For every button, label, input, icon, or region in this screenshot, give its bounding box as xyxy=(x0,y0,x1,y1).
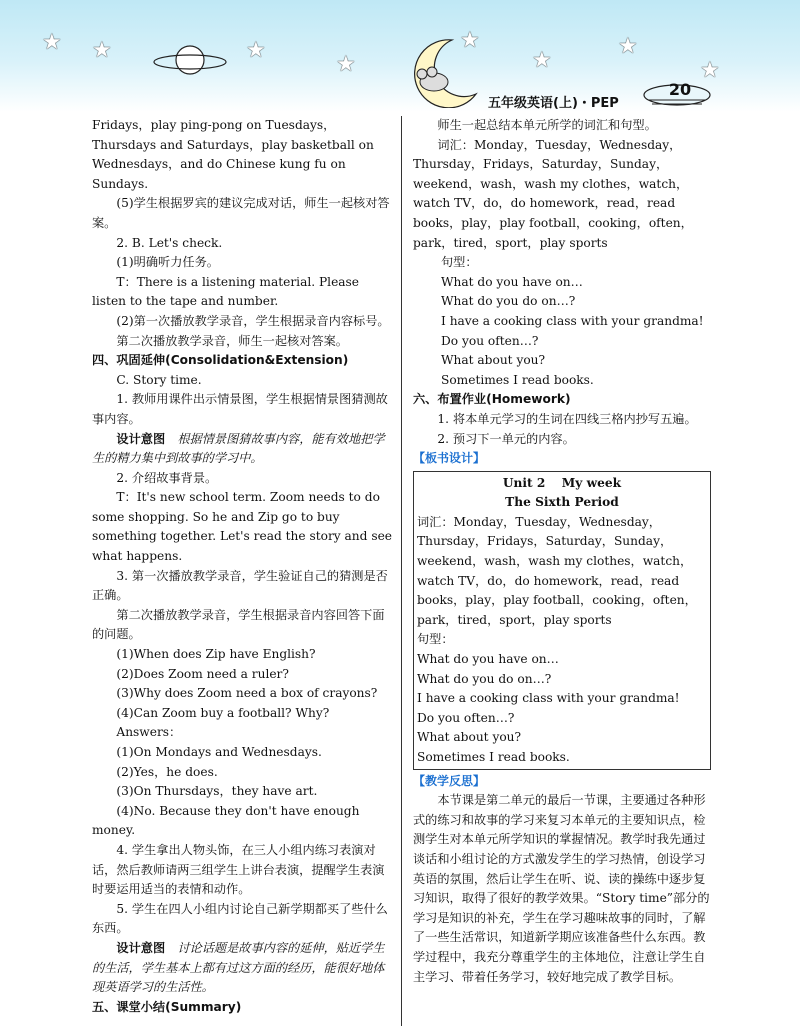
page-header xyxy=(0,0,800,112)
board-line: 句型： xyxy=(417,632,454,647)
text-paragraph: 2. 预习下一单元的内容。 xyxy=(437,431,575,446)
text-paragraph: (2)Yes，he does. xyxy=(116,764,218,779)
text-paragraph: 句型： xyxy=(441,255,478,270)
text-paragraph: (3)Why does Zoom need a box of crayons? xyxy=(116,686,378,701)
text-paragraph: 3. 第一次播放教学录音，学生验证自己的猜测是否正确。 xyxy=(92,568,388,603)
right-column-text xyxy=(413,116,711,449)
text-paragraph: (2)Does Zoom need a ruler? xyxy=(116,666,289,681)
text-paragraph: T：There is a listening material. Please listen to the tape and number. xyxy=(92,274,360,309)
star-icon: ★ xyxy=(460,28,480,53)
text-paragraph: (2)第一次播放教学录音，学生根据录音内容标号。 xyxy=(116,313,390,328)
text-paragraph: (1)明确听力任务。 xyxy=(116,255,219,270)
star-icon: ★ xyxy=(246,38,266,63)
star-icon: ★ xyxy=(92,38,112,63)
text-paragraph: (1)When does Zip have English? xyxy=(116,647,316,662)
board-line: 词汇：Monday，Tuesday，Wednesday，Thursday，Fridays，Saturday，Sunday，weekend，wash，wash my clothes，watch，watch TV，do，do homework，read，read books，play，play football，cooking，often，park，tired，sport，play sports xyxy=(417,514,697,627)
text-paragraph: 4. 学生拿出人物头饰，在三人小组内练习表演对话，然后教师请两三组学生上讲台表演，提醒学生表演时要运用适当的表情和动作。 xyxy=(92,842,385,897)
board-line: What about you? xyxy=(417,730,522,745)
text-paragraph: I have a cooking class with your grandma! xyxy=(441,313,704,328)
text-paragraph: Answers： xyxy=(116,725,182,740)
reflection-tag: 【教学反思】 xyxy=(413,773,486,788)
text-paragraph: (3)On Thursdays，they have art. xyxy=(116,784,318,799)
text-paragraph: 1. 教师用课件出示情景图，学生根据情景图猜测故事内容。 xyxy=(92,392,388,426)
text-paragraph: Fridays，play ping-pong on Tuesdays，Thursdays and Saturdays，play basketball on Wednesdays，and do Chinese kung fu on Sundays. xyxy=(92,118,374,191)
text-paragraph: What do you have on… xyxy=(441,274,583,289)
left-column xyxy=(92,116,392,1017)
book-title: 五年级英语(上)・PEP xyxy=(488,96,619,111)
text-paragraph: Do you often…? xyxy=(441,333,539,348)
page-number: 20 xyxy=(668,80,692,99)
board-design-box xyxy=(413,471,711,770)
moon-mouse-illustration xyxy=(404,36,484,108)
section-heading: 六、布置作业(Homework) xyxy=(413,392,571,407)
text-paragraph: 第二次播放教学录音，师生一起核对答案。 xyxy=(116,333,348,348)
section-heading: 四、巩固延伸(Consolidation&Extension) xyxy=(92,353,349,368)
text-paragraph: What do you do on…? xyxy=(441,294,576,309)
reflection-section xyxy=(413,772,711,988)
reflection-text: 本节课是第二单元的最后一节课，主要通过各种形式的练习和故事的学习来复习本单元的主要知识点，检测学生对本单元所学知识的掌握情况。教学时我先通过谈话和小组讨论的方式激发学生的学习热情，创设学习英语的氛围，然后让学生在听、说、读的操练中逐步复习知识，取得了很好的教学效果。“Story time”部分的学习是知识的补充，学生在学习趣味故事的同时，了解了一些生活常识，知道新学期应该准备些什么东西。教学过程中，我充分尊重学生的主体地位，注意让学生自主学习、带着任务学习，较好地完成了教学目标。 xyxy=(413,793,710,984)
board-lines xyxy=(417,513,707,768)
text-paragraph: T：It's new school term. Zoom needs to do some shopping. So he and Zip go to buy something together. Let's read the story and see what happens. xyxy=(92,490,393,564)
star-icon: ★ xyxy=(618,34,638,59)
design-intent-text: 根据情景图猜故事内容，能有效地把学生的精力集中到故事的学习中。 xyxy=(92,431,385,466)
board-line: What do you have on… xyxy=(417,652,559,667)
board-line: What do you do on…? xyxy=(417,671,552,686)
text-paragraph: What about you? xyxy=(441,353,546,368)
star-icon: ★ xyxy=(532,48,552,73)
board-design-section xyxy=(413,449,711,770)
text-paragraph: 5. 学生在四人小组内讨论自己新学期都买了些什么东西。 xyxy=(92,901,388,936)
design-intent-label: 设计意图 xyxy=(116,940,166,955)
star-icon: ★ xyxy=(42,30,62,55)
text-paragraph: 1. 将本单元学习的生词在四线三格内抄写五遍。 xyxy=(437,411,697,426)
star-icon: ★ xyxy=(336,52,356,77)
text-paragraph: (1)On Mondays and Wednesdays. xyxy=(116,745,322,759)
planet-icon xyxy=(150,40,230,80)
design-intent-text: 讨论话题是故事内容的延伸，贴近学生的生活，学生基本上都有过这方面的经历，能很好地体现英语学习的生活性。 xyxy=(92,940,385,995)
board-subtitle: The Sixth Period xyxy=(505,495,619,510)
design-intent-paragraph xyxy=(92,430,392,469)
text-paragraph: 2. 介绍故事背景。 xyxy=(116,470,218,485)
text-paragraph: C. Story time. xyxy=(116,372,202,387)
text-paragraph: 2. B. Let's check. xyxy=(116,235,223,250)
text-paragraph: 词汇：Monday，Tuesday，Wednesday，Thursday，Fridays，Saturday，Sunday，weekend，wash，wash my clothes，watch，watch TV，do，do homework，read，read books，play，play football，cooking，often，park，tired，sport，play sports xyxy=(413,137,693,250)
section-heading: 五、课堂小结(Summary) xyxy=(92,999,242,1014)
board-line: I have a cooking class with your grandma! xyxy=(417,691,680,706)
board-line: Do you often…? xyxy=(417,710,515,725)
text-paragraph: (4)Can Zoom buy a football? Why? xyxy=(116,705,330,720)
column-divider xyxy=(401,116,402,1026)
text-paragraph: 第二次播放教学录音，学生根据录音内容回答下面的问题。 xyxy=(92,607,385,642)
design-intent-paragraph xyxy=(92,939,392,998)
text-paragraph: (5)学生根据罗宾的建议完成对话，师生一起核对答案。 xyxy=(92,196,390,230)
text-paragraph: (4)No. Because they don't have enough money. xyxy=(92,803,360,838)
star-icon: ★ xyxy=(700,58,720,83)
text-paragraph: Sometimes I read books. xyxy=(441,372,594,387)
board-design-tag: 【板书设计】 xyxy=(413,451,486,466)
design-intent-label: 设计意图 xyxy=(116,431,166,446)
board-line: Sometimes I read books. xyxy=(417,750,570,764)
right-column xyxy=(413,116,711,987)
text-paragraph: 师生一起总结本单元所学的词汇和句型。 xyxy=(437,118,657,132)
board-title: Unit 2 My week xyxy=(502,475,622,490)
